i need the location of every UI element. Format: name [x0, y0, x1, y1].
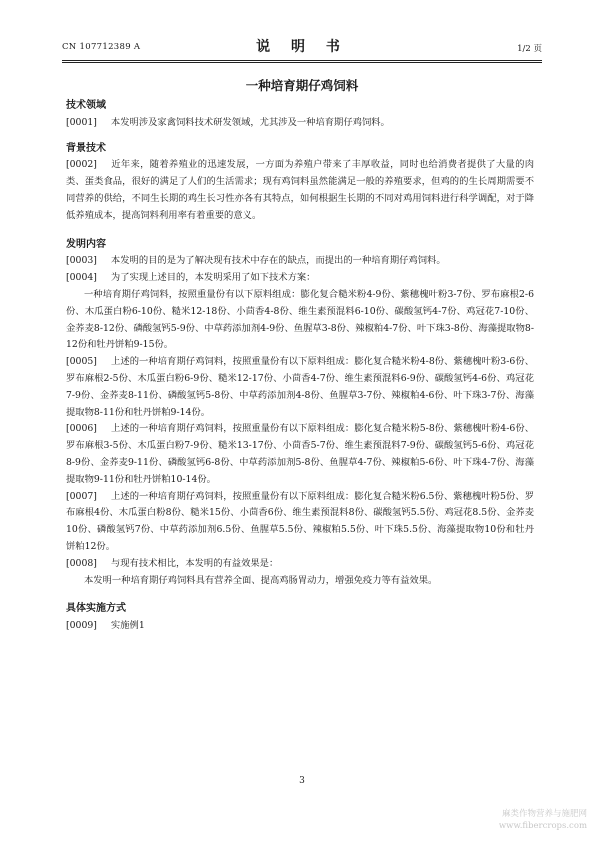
section-heading-invention: 发明内容 [66, 238, 106, 250]
document-title: 一种培育期仔鸡饲料 [245, 78, 359, 93]
paragraph-text: 本发明涉及家禽饲料技术研发领域，尤其涉及一种培育期仔鸡饲料。 [110, 116, 390, 128]
paragraph-0003 [66, 253, 534, 270]
section-heading-background: 背景技术 [66, 142, 106, 154]
section-heading-tech-field: 技术领域 [66, 100, 106, 111]
paragraph-number: [0006] [66, 423, 97, 435]
paragraph-0001 [66, 115, 534, 132]
paragraph-number: [0009] [66, 620, 97, 632]
paragraph-0008-effect: 本发明一种培育期仔鸡饲料具有营养全面、提高鸡肠胃动力，增强免疫力等有益效果。 [84, 574, 438, 586]
watermark-url: www.fibercrops.com [498, 821, 587, 831]
paragraph-text: 为了实现上述目的，本发明采用了如下技术方案： [110, 272, 316, 284]
paragraph-0004 [66, 270, 534, 287]
paragraph-text: 近年来，随着养殖业的迅速发展，一方面为养殖户带来了丰厚收益，同时也给消费者提供了大量的肉类、蛋类食品，很好的满足了人们的生活需求；现有鸡饲料虽然能满足一般的养殖要求，但鸡的的生长周期需要不同营养的供给，不同生长期的鸡生长习性亦各有其特点，如何根据生长期的不同对鸡用饲料进行科学调配，对于降低养殖成本，提高饲料利用率有着重要的意义。 [66, 159, 534, 221]
paragraph-0002 [66, 157, 534, 224]
paragraph-number: [0005] [66, 356, 97, 368]
paragraph-text: 上述的一种培育期仔鸡饲料，按照重量份有以下原料组成：膨化复合糙米粉4-8份、紫穗槐叶粉3-6份、罗布麻根2-5份、木瓜蛋白粉6-9份、糙米12-17份、小茴香4-7份、维生素预混料6-9份、碳酸氢钙4-6份、鸡冠花7-9份、金荞麦8-11份、磷酸氢钙5-8份、中草药添加剂4-8份、鱼腥草3-7份、辣椒粕4-6份、叶下珠3-7份、海藻提取物8-11份和牡丹饼粕9-14份。 [66, 356, 534, 418]
watermark [437, 808, 587, 832]
paragraph-text: 本发明的目的是为了解决现有技术中存在的缺点，而提出的一种培育期仔鸡饲料。 [110, 255, 446, 267]
paragraph-0004-formula: 一种培育期仔鸡饲料，按照重量份有以下原料组成：膨化复合糙米粉4-9份、紫穗槐叶粉3-7份、罗布麻根2-6份、木瓜蛋白粉6-10份、糙米12-18份、小茴香4-8份、维生素预混料6-10份、碳酸氢钙4-7份、鸡冠花7-10份、金荞麦8-12份、磷酸氢钙5-9份、中草药添加剂4-9份、鱼腥草3-8份、辣椒粕4-7份、叶下珠3-8份、海藻提取物8-12份和牡丹饼粕9-15份。 [66, 288, 534, 351]
paragraph-0005 [66, 354, 534, 421]
paragraph-number: [0003] [66, 255, 97, 267]
watermark-title: 麻类作物营养与施肥网 [501, 809, 587, 819]
paragraph-number: [0001] [66, 116, 97, 128]
section-heading-embodiment: 具体实施方式 [66, 603, 126, 615]
paragraph-0007 [66, 489, 534, 556]
paragraph-number: [0008] [66, 557, 97, 569]
header-divider [62, 60, 542, 61]
paragraph-0009 [66, 618, 534, 635]
paragraph-number: [0002] [66, 159, 97, 171]
header-title: 说 明 书 [256, 39, 348, 55]
page-header [62, 36, 542, 60]
page-number: 3 [299, 776, 305, 786]
document-body [66, 96, 534, 635]
paragraph-text: 上述的一种培育期仔鸡饲料，按照重量份有以下原料组成：膨化复合糙米粉6.5份、紫穗槐叶粉5份、罗布麻根4份、木瓜蛋白粉8份、糙米15份、小茴香6份、维生素预混料8份、碳酸氢钙5.5份、鸡冠花8.5份、金荞麦10份、磷酸氢钙7份、中草药添加剂6.5份、鱼腥草5.5份、辣椒粕5.5份、叶下珠5.5份、海藻提取物10份和牡丹饼粕12份。 [66, 490, 534, 552]
paragraph-text: 与现有技术相比，本发明的有益效果是： [110, 557, 279, 569]
paragraph-text: 上述的一种培育期仔鸡饲料，按照重量份有以下原料组成：膨化复合糙米粉5-8份、紫穗槐叶粉4-6份、罗布麻根3-5份、木瓜蛋白粉7-9份、糙米13-17份、小茴香5-7份、维生素预混料7-9份、碳酸氢钙5-6份、鸡冠花8-9份、金荞麦9-11份、磷酸氢钙6-8份、中草药添加剂5-8份、鱼腥草4-7份、辣椒粕5-6份、叶下珠4-7份、海藻提取物9-11份和牡丹饼粕10-14份。 [66, 423, 534, 485]
doc-number: CN 107712389 A [62, 42, 141, 52]
paragraph-text: 实施例1 [110, 620, 145, 632]
header-divider-thin [62, 62, 542, 63]
paragraph-number: [0007] [66, 490, 97, 502]
paragraph-number: [0004] [66, 272, 97, 284]
paragraph-0006 [66, 421, 534, 488]
page-info: 1/2 页 [517, 44, 542, 54]
paragraph-0008 [66, 556, 534, 573]
